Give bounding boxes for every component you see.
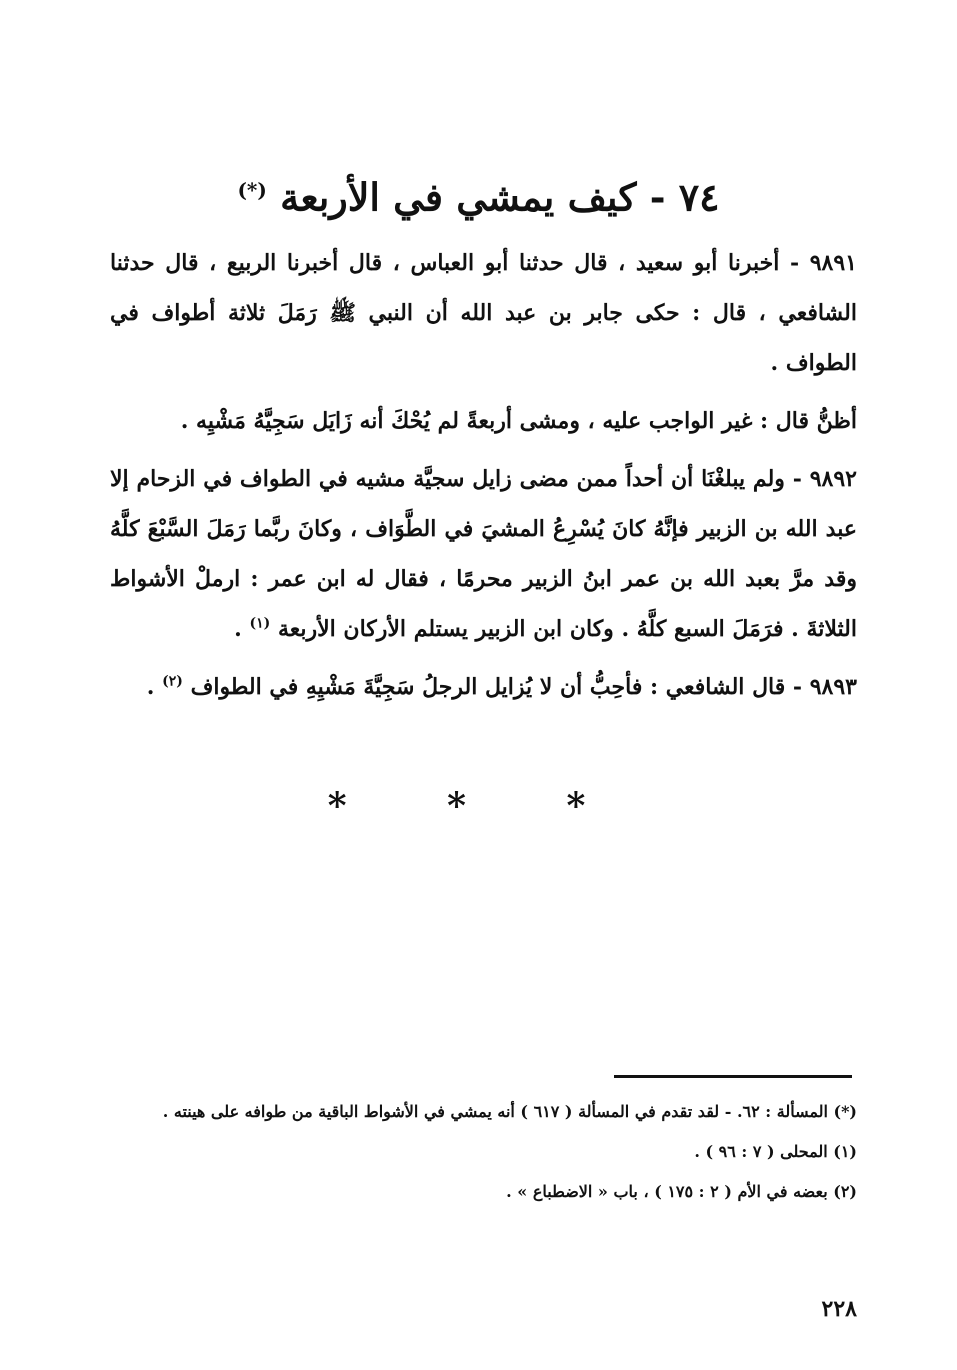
title-footnote-marker: (*) [237, 178, 267, 202]
footnote-1: (١) المحلى ( ٧ : ٩٦ ) . [694, 1142, 857, 1161]
footnote-divider [614, 1075, 852, 1078]
page-number: ٢٢٨ [821, 1296, 857, 1322]
paragraph-text: ٩٨٩٣ - قال الشافعي : فأحِبُّ أن لا يُزايل الرجلُ سَجِيَّةَ مَشْيِهِ في الطواف [190, 674, 857, 700]
footnotes [110, 1092, 857, 1212]
paragraph-tail: . [146, 674, 155, 700]
paragraph-text: ٩٨٩٢ - ولم يبلغْنَا أن أحداً ممن مضى زايل سجيَّة مشيه في الطواف في الزحام إلا عبد الله بن الزبير فإنَّهُ كانَ يُسْرِعُ المشيَ في الطَّوَاف ، وكانَ ربَّما رَمَلَ السَّبْعَ كلَّهُ وقد مرَّ بعبد الله بن عمر ابنُ الزبير محرمًا ، فقال له ابن عمر : ارملْ الأشواط الثلاثةَ . فرَمَلَ السبع كلَّهُ . وكان ابن الزبير يستلم الأركان الأربعة [110, 466, 857, 642]
paragraph-commentary [110, 396, 857, 446]
paragraph-9891 [110, 238, 857, 388]
paragraph-9893 [110, 662, 857, 712]
section-separator: * * * [327, 785, 630, 827]
footnote-ref-2: (٢) [162, 673, 183, 690]
footnote-ref-1: (١) [249, 615, 271, 632]
paragraph-text: أظنُّ قال : غير الواجب عليه ، ومشى أربعةً لم يُحْكَ أنه زَايَل سَجِيَّهُ مَشْيِه . [180, 408, 857, 434]
paragraph-tail: . [234, 616, 242, 642]
footnote-star: (*) المسألة : ٦٢. - لقد تقدم في المسألة ( ٦١٧ ) أنه يمشي في الأشواط الباقية من طوافه على هينته . [162, 1102, 857, 1121]
paragraph-9892 [110, 454, 857, 654]
chapter-title [110, 160, 847, 228]
footnote-2: (٢) بعضه في الأم ( ٢ : ١٧٥ ) ، باب « الاضطباع » . [506, 1182, 857, 1201]
paragraph-text: ٩٨٩١ - أخبرنا أبو سعيد ، قال حدثنا أبو العباس ، قال أخبرنا الربيع ، قال حدثنا الشافعي ، قال : حكى جابر بن عبد الله أن النبي ﷺ رَمَلَ ثلاثة أطواف في الطواف . [110, 250, 857, 376]
chapter-title-text: ٧٤ - كيف يمشي في الأربعة [280, 174, 720, 220]
body-text [110, 238, 857, 720]
